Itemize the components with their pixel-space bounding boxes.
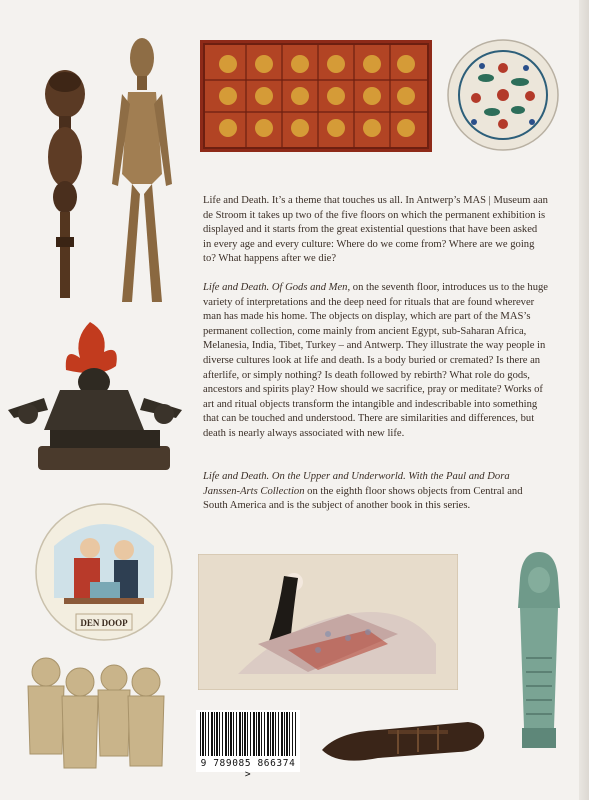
den-doop-plate-image [34, 502, 174, 642]
painted-panel-image [200, 40, 432, 152]
japanese-painting-image [198, 554, 458, 690]
isbn-barcode [196, 710, 300, 780]
plate-caption: DEN DOOP [80, 618, 128, 628]
tibetan-deity-statue-image [4, 318, 188, 474]
intro-paragraph: Life and Death. It’s a theme that touches us all. In Antwerp’s MAS | Museum aan de Stroom it takes up two of the five floors on which the permanent exhibition is displayed and it starts from the great existential questions that have been asked in every age and every culture: Where do we come from? Where are we going to? What happens after we die? [203, 195, 548, 265]
eighth-floor-paragraph [203, 470, 548, 514]
wooden-instrument-image [318, 712, 488, 768]
seventh-floor-title: Life and Death. Of Gods and Men, [203, 282, 351, 293]
canopic-jars-image [22, 656, 172, 770]
seventh-floor-paragraph [203, 281, 548, 442]
book-spine-edge [579, 0, 589, 800]
seventh-floor-body: on the seventh floor, introduces us to the huge variety of interpretations and the deep need for rituals that are found wherever man has made his home. The objects on display, which are part of the MAS’s permanent collection, come mainly from ancient Egypt, sub-Saharan Africa, Melanesia, India, Tibet, Turkey – and Antwerp. They illustrate the way people in diverse cultures look at life and death. Is a body buried or cremated? Is there an afterlife, or simply nothing? Is death followed by rebirth? What role do gods, ancestors and spirits play? How should we sacrifice, pray or meditate? Works of art and ritual objects transform the intangible and indescribable into something that can be touched and understood. There are similarities and differences, but death is nearly always associated with new life. [203, 282, 548, 439]
iznik-plate-image [446, 38, 560, 152]
eighth-floor-body: on the eighth floor shows objects from Central and South America and is the subject of another book in this series. [203, 485, 523, 512]
ushabti-figure-image [508, 548, 570, 752]
wooden-figure-image [108, 34, 178, 306]
barcode-bars [200, 712, 296, 756]
eighth-floor-title: Life and Death. On the Upper and Underworld. With the Paul and Dora Janssen-Arts Collection [203, 471, 510, 497]
barcode-number: 9 789085 866374 > [200, 758, 296, 780]
african-figure-image [34, 62, 96, 302]
